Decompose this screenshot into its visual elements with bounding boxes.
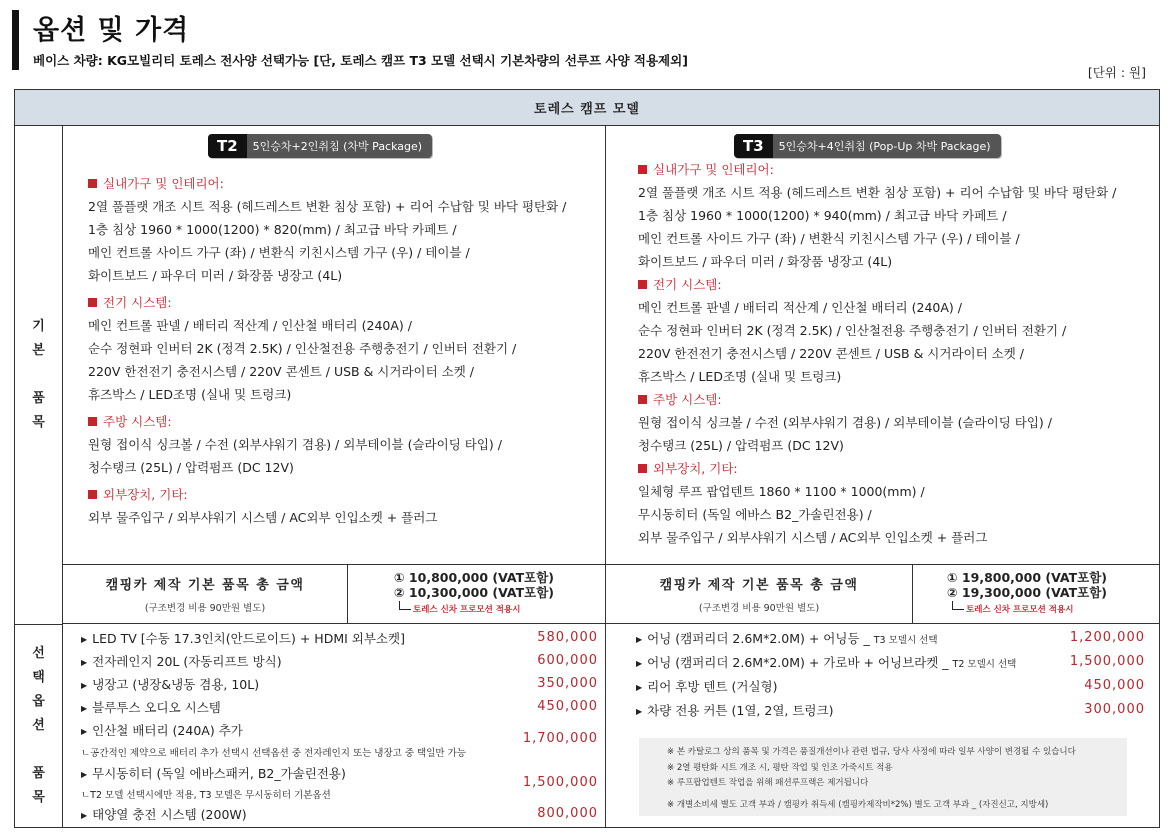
option-price: 350,000 <box>537 676 598 691</box>
option-note: ㄴ공간적인 제약으로 배터리 추가 선택시 선택옵션 중 전자레인지 또는 냉장고 중 택일만 가능 <box>81 748 466 759</box>
t2-model-code: T2 <box>208 134 247 158</box>
option-price: 450,000 <box>1084 678 1145 693</box>
item-line: 화이트보드 / 파우더 미러 / 화장품 냉장고 (4L) <box>638 254 893 269</box>
bullet-square-icon <box>638 395 647 404</box>
total-note: (구조변경 비용 90만원 별도) <box>144 603 266 614</box>
option-item: ▶ 차량 전용 커튼 (1열, 2열, 트렁크) <box>636 703 834 718</box>
bullet-square-icon <box>638 464 647 473</box>
section-heading: 전기 시스템: <box>103 295 172 310</box>
notice-line: ※ 개별소비세 별도 고객 부과 / 캠핑카 취득세 (캠핑카제작비*2%) 별도 고객 부과 _ (자진신고, 지방세) <box>667 799 1049 810</box>
item-line: 순수 정현파 인버터 2K (정격 2.5K) / 인산철전용 주행충전기 / 인버터 전환기 / <box>638 323 1067 338</box>
side-char: 선 <box>32 646 45 661</box>
item-line: 청수탱크 (25L) / 압력펌프 (DC 12V) <box>638 438 844 453</box>
item-line: 외부 물주입구 / 외부샤워기 시스템 / AC외부 인입소켓 + 플러그 <box>638 530 988 545</box>
t3-basic-items <box>606 126 1159 564</box>
side-char: 션 <box>32 718 45 733</box>
triangle-bullet-icon: ▶ <box>81 770 88 779</box>
item-line: 메인 컨트롤 판넬 / 배터리 적산계 / 인산철 배터리 (240A) / <box>88 318 412 333</box>
option-item: ▶ 어닝 (캠퍼리더 2.6M*2.0M) + 가로바 + 어닝브라켓 _ T2 모델시 선택 <box>636 655 1017 670</box>
triangle-bullet-icon: ▶ <box>636 707 643 716</box>
item-line: 2열 풀플랫 개조 시트 적용 (헤드레스트 변환 침상 포함) + 리어 수납함 및 바닥 평탄화 / <box>638 185 1117 200</box>
hook-arrow-icon <box>952 601 964 610</box>
triangle-bullet-icon: ▶ <box>81 681 88 690</box>
t2-total-price <box>394 570 554 615</box>
triangle-bullet-icon: ▶ <box>81 704 88 713</box>
page-subtitle: 베이스 차량: KG모빌리티 토레스 전사양 선택가능 [단, 토레스 캠프 T3 모델 선택시 기본차량의 선루프 사양 적용제외] <box>33 53 688 68</box>
option-model-tag: T3 모델시 선택 <box>873 635 938 646</box>
triangle-bullet-icon: ▶ <box>81 635 88 644</box>
triangle-bullet-icon: ▶ <box>636 683 643 692</box>
t3-total-price <box>947 570 1107 615</box>
section-heading: 주방 시스템: <box>653 392 722 407</box>
side-char: 옵 <box>32 694 45 709</box>
section-heading: 실내가구 및 인테리어: <box>103 176 224 191</box>
item-line: 메인 컨트롤 사이드 가구 (좌) / 변환식 키친시스템 가구 (우) / 테이블 / <box>638 231 1020 246</box>
side-char: 목 <box>32 415 45 430</box>
notice-line: ※ 2열 평탄화 시트 개조 시, 평탄 작업 및 인조 가죽시트 적용 <box>667 762 893 773</box>
t3-section-exterior <box>638 457 987 549</box>
item-line: 무시동히터 (독일 에바스 B2_가솔린전용) / <box>638 507 872 522</box>
item-line: 화이트보드 / 파우더 미러 / 화장품 냉장고 (4L) <box>88 268 343 283</box>
side-label-basic <box>15 126 63 624</box>
bullet-square-icon <box>88 179 97 188</box>
item-line: 일체형 루프 팝업텐트 1860 * 1100 * 1000(mm) / <box>638 484 925 499</box>
title-accent-bar <box>12 10 19 70</box>
bullet-square-icon <box>88 490 97 499</box>
t3-model-badge <box>734 134 1001 158</box>
item-line: 휴즈박스 / LED조명 (실내 및 트렁크) <box>88 387 292 402</box>
item-line: 220V 한전전기 충전시스템 / 220V 콘센트 / USB & 시거라이터 소켓 / <box>638 346 1024 361</box>
section-heading: 외부장치, 기타: <box>103 487 188 502</box>
option-price: 1,500,000 <box>522 775 598 790</box>
section-heading: 주방 시스템: <box>103 414 172 429</box>
option-item: ▶ 블루투스 오디오 시스템 <box>81 700 221 715</box>
hook-arrow-icon <box>399 601 411 610</box>
table-title: 토레스 캠프 모델 <box>15 90 1159 126</box>
item-line: 원형 접이식 싱크볼 / 수전 (외부샤워기 겸용) / 외부테이블 (슬라이딩 타입) / <box>638 415 1052 430</box>
triangle-bullet-icon: ▶ <box>81 658 88 667</box>
side-char: 본 <box>32 343 45 358</box>
option-item: ▶ 전자레인지 20L (자동리프트 방식) <box>81 654 282 669</box>
triangle-bullet-icon: ▶ <box>81 811 88 820</box>
bullet-square-icon <box>638 165 647 174</box>
option-price: 1,200,000 <box>1069 630 1145 645</box>
item-line: 원형 접이식 싱크볼 / 수전 (외부샤워기 겸용) / 외부테이블 (슬라이딩 타입) / <box>88 437 502 452</box>
option-price: 1,700,000 <box>522 731 598 746</box>
item-line: 휴즈박스 / LED조명 (실내 및 트렁크) <box>638 369 842 384</box>
item-line: 메인 컨트롤 판넬 / 배터리 적산계 / 인산철 배터리 (240A) / <box>638 300 962 315</box>
t2-model-desc: 5인승차+2인취침 (차박 Package) <box>252 140 423 153</box>
option-item: ▶ 태양열 충전 시스템 (200W) <box>81 807 247 822</box>
option-note: ㄴT2 모델 선택시에만 적용, T3 모델은 무시동히터 기본옵션 <box>81 790 331 801</box>
notice-line: ※ 루프팝업텐트 작업을 위해 패션루프랙은 제거됩니다 <box>667 778 869 788</box>
t2-section-kitchen <box>88 410 502 479</box>
t2-section-exterior <box>88 483 437 529</box>
bullet-square-icon <box>638 280 647 289</box>
promo-note: 토레스 신차 프로모션 적용시 <box>966 605 1074 615</box>
unit-label: [단위 : 원] <box>1087 65 1146 80</box>
item-line: 순수 정현파 인버터 2K (정격 2.5K) / 인산철전용 주행충전기 / 인버터 전환기 / <box>88 341 517 356</box>
total-label: 캠핑카 제작 기본 품목 총 금액 <box>105 578 305 593</box>
triangle-bullet-icon: ▶ <box>636 659 643 668</box>
option-price: 800,000 <box>537 806 598 821</box>
t2-model-badge <box>208 134 432 158</box>
option-price: 580,000 <box>537 630 598 645</box>
t2-total-row <box>63 564 606 624</box>
option-item: ▶ 리어 후방 텐트 (거실형) <box>636 679 778 694</box>
item-line: 1층 침상 1960 * 1000(1200) * 940(mm) / 최고급 바닥 카페트 / <box>638 208 1007 223</box>
option-item: ▶ 인산철 배터리 (240A) 추가 <box>81 723 243 738</box>
t2-basic-items <box>63 126 606 564</box>
option-item: ▶ 냉장고 (냉장&냉동 겸용, 10L) <box>81 677 260 692</box>
side-char: 택 <box>32 670 45 685</box>
t3-section-kitchen <box>638 388 1052 457</box>
side-char: 기 <box>32 319 45 334</box>
notice-line: ※ 본 카탈로그 상의 품목 및 가격은 품질개선이나 관련 법규, 당사 사정에 따라 일부 사양이 변경될 수 있습니다 <box>667 747 1076 757</box>
bullet-square-icon <box>88 298 97 307</box>
option-item: ▶ 어닝 (캠퍼리더 2.6M*2.0M) + 어닝등 _ T3 모델시 선택 <box>636 631 938 646</box>
side-char: 품 <box>32 766 45 781</box>
section-heading: 외부장치, 기타: <box>653 461 738 476</box>
option-price: 1,500,000 <box>1069 654 1145 669</box>
price-option-2: ② 10,300,000 (VAT포함) <box>394 585 554 600</box>
option-price: 450,000 <box>537 699 598 714</box>
triangle-bullet-icon: ▶ <box>636 635 643 644</box>
price-option-1: ① 10,800,000 (VAT포함) <box>394 570 554 585</box>
section-heading: 전기 시스템: <box>653 277 722 292</box>
total-note: (구조변경 비용 90만원 별도) <box>698 603 820 614</box>
price-table <box>14 89 1160 828</box>
item-line: 메인 컨트롤 사이드 가구 (좌) / 변환식 키친시스템 가구 (우) / 테이블 / <box>88 245 470 260</box>
t3-model-code: T3 <box>734 134 773 158</box>
item-line: 1층 침상 1960 * 1000(1200) * 820(mm) / 최고급 바닥 카페트 / <box>88 222 457 237</box>
options-left <box>63 624 606 827</box>
t3-total-row <box>606 564 1159 624</box>
bullet-square-icon <box>88 417 97 426</box>
option-item: ▶ LED TV [수동 17.3인치(안드로이드) + HDMI 외부소켓] <box>81 631 405 646</box>
total-label: 캠핑카 제작 기본 품목 총 금액 <box>659 578 859 593</box>
options-right <box>606 624 1159 827</box>
t3-section-interior <box>638 158 1116 273</box>
price-option-1: ① 19,800,000 (VAT포함) <box>947 570 1107 585</box>
option-item: ▶ 무시동히터 (독일 에바스패커, B2_가솔린전용) <box>81 766 346 781</box>
item-line: 청수탱크 (25L) / 압력펌프 (DC 12V) <box>88 460 294 475</box>
t3-model-desc: 5인승차+4인취침 (Pop-Up 차박 Package) <box>778 140 991 153</box>
t2-section-electric <box>88 291 516 406</box>
section-heading: 실내가구 및 인테리어: <box>653 162 774 177</box>
option-price: 600,000 <box>537 653 598 668</box>
t2-section-interior <box>88 172 566 287</box>
option-model-tag: T2 모델시 선택 <box>952 659 1017 670</box>
side-char: 목 <box>32 790 45 805</box>
item-line: 외부 물주입구 / 외부샤워기 시스템 / AC외부 인입소켓 + 플러그 <box>88 510 438 525</box>
side-label-options <box>15 624 63 827</box>
triangle-bullet-icon: ▶ <box>81 727 88 736</box>
t3-section-electric <box>638 273 1066 388</box>
notice-box <box>639 738 1127 816</box>
item-line: 220V 한전전기 충전시스템 / 220V 콘센트 / USB & 시거라이터 소켓 / <box>88 364 474 379</box>
promo-note: 토레스 신차 프로모션 적용시 <box>413 605 521 615</box>
page-title: 옵션 및 가격 <box>33 15 190 46</box>
option-price: 300,000 <box>1084 702 1145 717</box>
side-char: 품 <box>32 391 45 406</box>
price-option-2: ② 19,300,000 (VAT포함) <box>947 585 1107 600</box>
item-line: 2열 풀플랫 개조 시트 적용 (헤드레스트 변환 침상 포함) + 리어 수납함 및 바닥 평탄화 / <box>88 199 567 214</box>
